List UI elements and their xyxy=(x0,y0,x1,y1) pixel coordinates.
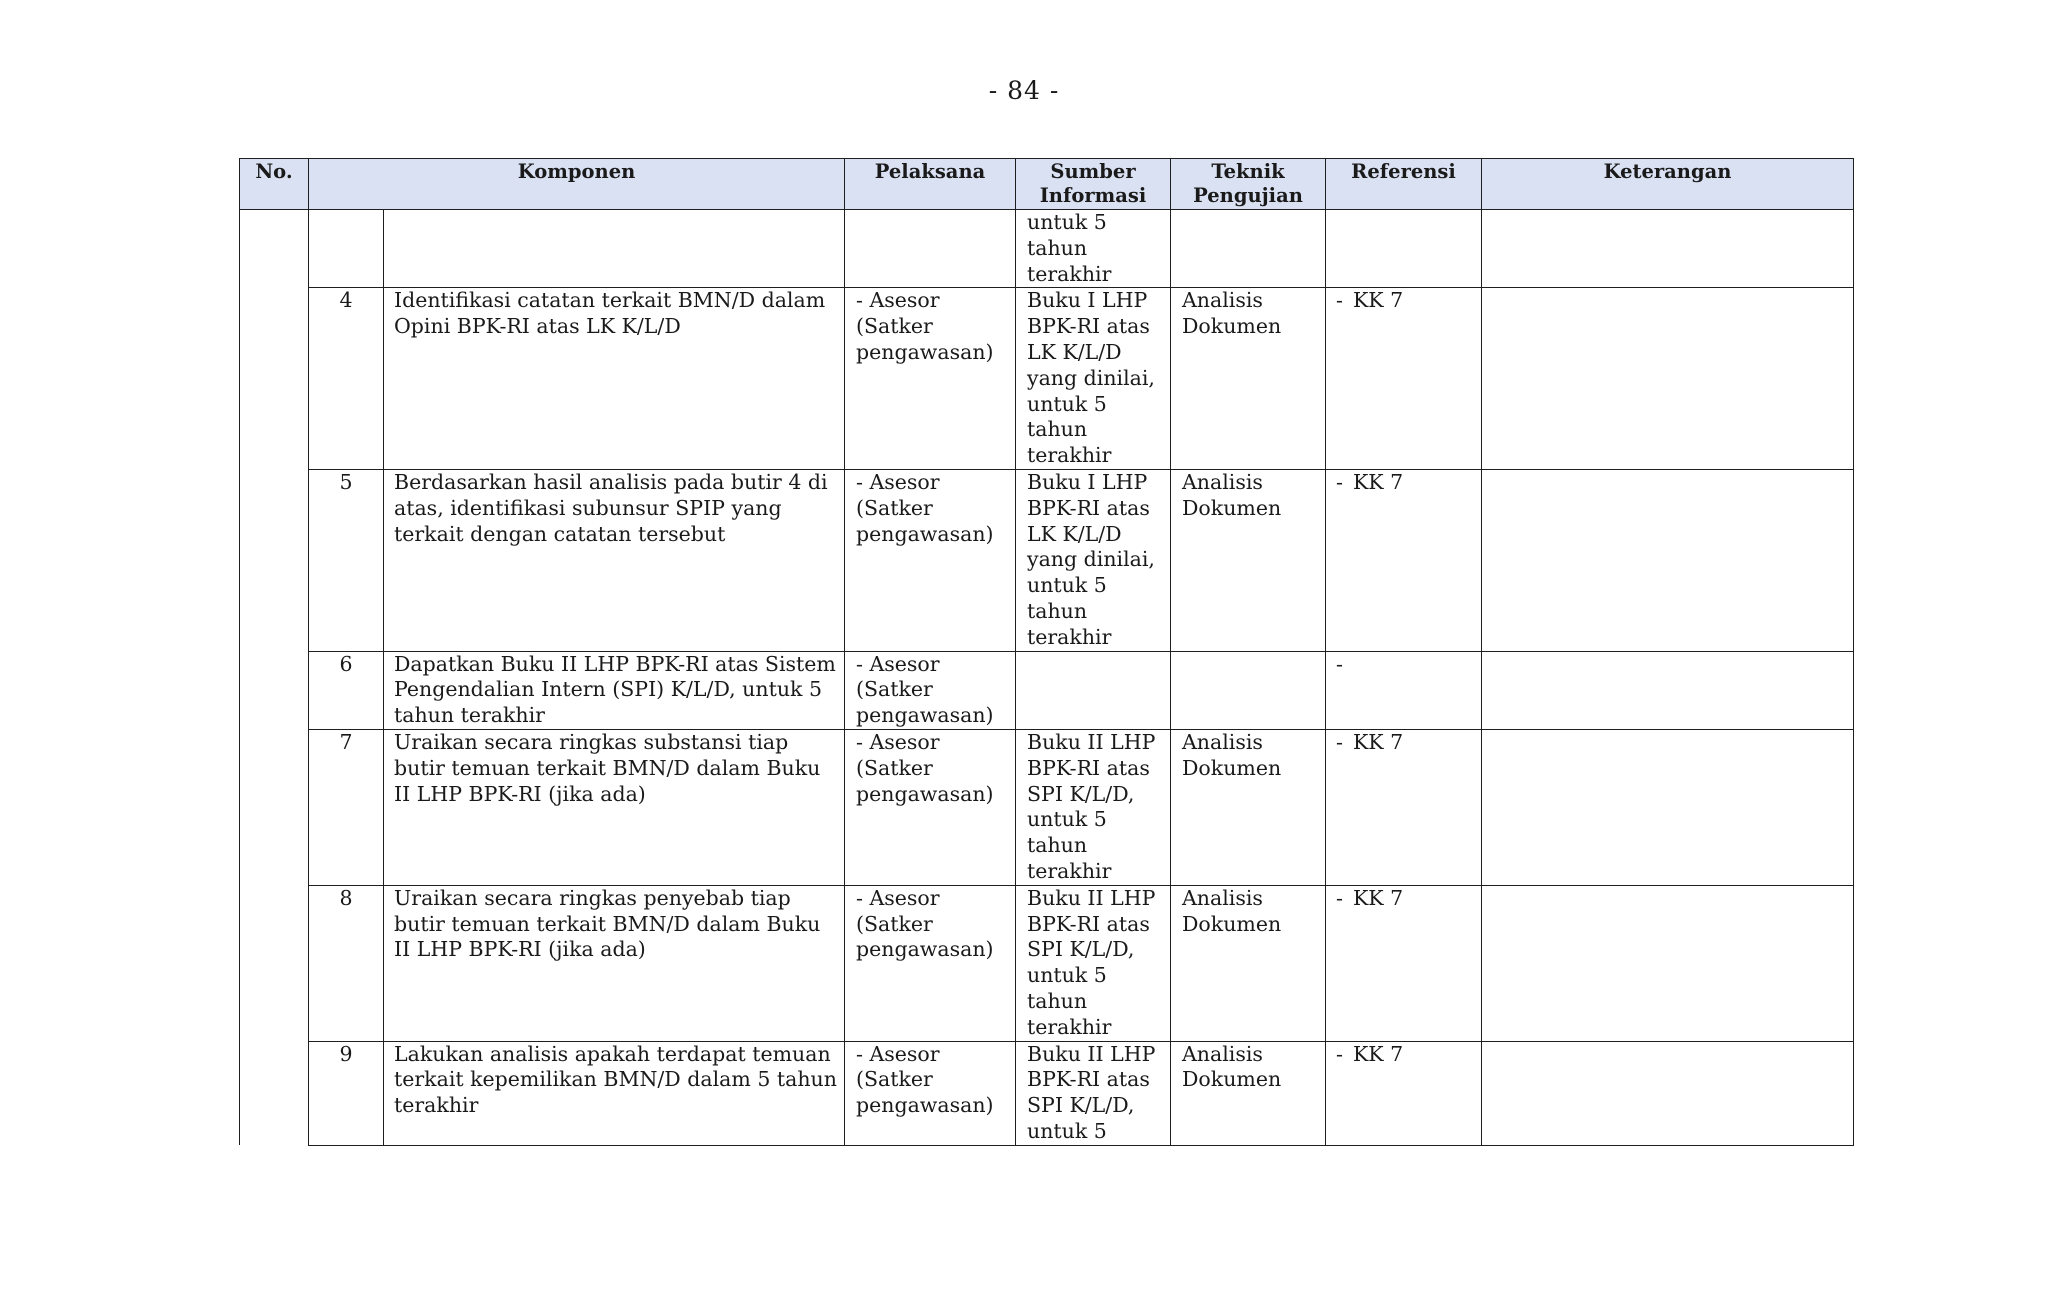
teknik-pengujian-cell xyxy=(1171,288,1326,470)
sumber-informasi-cell-line: yang dinilai, xyxy=(1027,547,1155,572)
referensi-list xyxy=(1336,886,1475,912)
sumber-informasi-cell-line: LK K/L/D xyxy=(1027,339,1122,364)
pelaksana-cell-line: (Satker xyxy=(856,755,933,780)
teknik-pengujian-cell-line: Analisis xyxy=(1182,469,1263,494)
pelaksana-cell-line: (Satker xyxy=(856,495,933,520)
sumber-informasi-cell xyxy=(1016,288,1171,470)
pelaksana-cell xyxy=(845,729,1016,885)
sumber-informasi-cell-line: BPK-RI atas xyxy=(1027,314,1150,339)
komponen-cell: Uraikan secara ringkas substansi tiap butir temuan terkait BMN/D dalam Buku II LHP BPK-RI (jika ada) xyxy=(384,729,845,885)
komponen-cell: Uraikan secara ringkas penyebab tiap butir temuan terkait BMN/D dalam Buku II LHP BPK-RI (jika ada) xyxy=(384,885,845,1041)
referensi-bullet: - xyxy=(1336,651,1343,676)
sub-number-cell: 9 xyxy=(309,1041,384,1145)
referensi-list xyxy=(1336,470,1475,496)
pelaksana-cell-line: pengawasan) xyxy=(856,781,994,806)
sumber-informasi-cell-line: tahun xyxy=(1027,988,1088,1013)
sumber-informasi-cell xyxy=(1016,729,1171,885)
pelaksana-cell-line: pengawasan) xyxy=(856,1093,994,1118)
sumber-informasi-cell-line: BPK-RI atas xyxy=(1027,1067,1150,1092)
header-sumber-informasi: Sumber Informasi xyxy=(1016,159,1171,210)
sub-number-cell: 6 xyxy=(309,651,384,729)
table-row xyxy=(240,729,1854,885)
sumber-informasi-cell xyxy=(1016,651,1171,729)
header-referensi: Referensi xyxy=(1326,159,1482,210)
sub-number-cell: 8 xyxy=(309,885,384,1041)
komponen-cell: Lakukan analisis apakah terdapat temuan terkait kepemilikan BMN/D dalam 5 tahun terakhir xyxy=(384,1041,845,1145)
header-teknik-pengujian: Teknik Pengujian xyxy=(1171,159,1326,210)
sumber-informasi-cell-line: Buku II LHP xyxy=(1027,1041,1156,1066)
referensi-bullet: - xyxy=(1336,1041,1343,1066)
pelaksana-cell-line: pengawasan) xyxy=(856,937,994,962)
sumber-informasi-cell-line: tahun xyxy=(1027,598,1088,623)
sumber-informasi-cell xyxy=(1016,1041,1171,1145)
header-no: No. xyxy=(240,159,309,210)
header-komponen: Komponen xyxy=(309,159,845,210)
referensi-bullet: - xyxy=(1336,729,1343,754)
sumber-informasi-cell-line: BPK-RI atas xyxy=(1027,911,1150,936)
pelaksana-cell-line: pengawasan) xyxy=(856,703,994,728)
referensi-list xyxy=(1336,730,1475,756)
no-cell xyxy=(240,210,309,1146)
table-row xyxy=(240,210,1854,288)
referensi-value: KK 7 xyxy=(1352,885,1404,910)
pelaksana-cell-line: pengawasan) xyxy=(856,521,994,546)
pelaksana-cell-line: - Asesor xyxy=(856,288,940,313)
pelaksana-cell-line: - Asesor xyxy=(856,651,940,676)
referensi-list xyxy=(1336,652,1475,678)
teknik-pengujian-cell-line: Analisis xyxy=(1182,288,1263,313)
sumber-informasi-cell xyxy=(1016,469,1171,651)
sumber-informasi-cell xyxy=(1016,210,1171,288)
referensi-cell xyxy=(1326,651,1482,729)
pelaksana-cell xyxy=(845,469,1016,651)
teknik-pengujian-cell-line: Dokumen xyxy=(1182,314,1282,339)
sumber-informasi-cell-line: terakhir xyxy=(1027,1014,1112,1039)
referensi-list xyxy=(1336,288,1475,314)
referensi-value: KK 7 xyxy=(1352,288,1404,313)
sumber-informasi-cell-line: LK K/L/D xyxy=(1027,521,1122,546)
keterangan-cell xyxy=(1482,469,1854,651)
komponen-cell: Berdasarkan hasil analisis pada butir 4 di atas, identifikasi subunsur SPIP yang terkait dengan catatan tersebut xyxy=(384,469,845,651)
sub-number-cell: 5 xyxy=(309,469,384,651)
referensi-cell xyxy=(1326,469,1482,651)
teknik-pengujian-cell xyxy=(1171,210,1326,288)
table-row xyxy=(240,469,1854,651)
sumber-informasi-cell-line: Buku II LHP xyxy=(1027,729,1156,754)
pelaksana-cell-line: (Satker xyxy=(856,1067,933,1092)
sub-number-cell: 7 xyxy=(309,729,384,885)
header-keterangan: Keterangan xyxy=(1482,159,1854,210)
teknik-pengujian-cell-line: Analisis xyxy=(1182,885,1263,910)
sumber-informasi-cell-line: Buku II LHP xyxy=(1027,885,1156,910)
sumber-informasi-cell-line: terakhir xyxy=(1027,443,1112,468)
teknik-pengujian-cell-line: Dokumen xyxy=(1182,911,1282,936)
pelaksana-cell-line: - Asesor xyxy=(856,885,940,910)
pelaksana-cell-line: (Satker xyxy=(856,677,933,702)
pelaksana-cell xyxy=(845,1041,1016,1145)
teknik-pengujian-cell-line: Dokumen xyxy=(1182,495,1282,520)
page-number: - 84 - xyxy=(988,76,1060,105)
referensi-value: KK 7 xyxy=(1352,1041,1404,1066)
referensi-cell xyxy=(1326,729,1482,885)
sumber-informasi-cell-line: terakhir xyxy=(1027,261,1112,286)
referensi-cell xyxy=(1326,210,1482,288)
sumber-informasi-cell-line: BPK-RI atas xyxy=(1027,755,1150,780)
sumber-informasi-cell-line: terakhir xyxy=(1027,858,1112,883)
komponen-cell: Identifikasi catatan terkait BMN/D dalam Opini BPK-RI atas LK K/L/D xyxy=(384,288,845,470)
referensi-list xyxy=(1336,1042,1475,1068)
keterangan-cell xyxy=(1482,729,1854,885)
teknik-pengujian-cell xyxy=(1171,729,1326,885)
referensi-bullet: - xyxy=(1336,469,1343,494)
sumber-informasi-cell xyxy=(1016,885,1171,1041)
teknik-pengujian-cell-line: Dokumen xyxy=(1182,1067,1282,1092)
teknik-pengujian-cell-line: Dokumen xyxy=(1182,755,1282,780)
referensi-cell xyxy=(1326,288,1482,470)
pelaksana-cell-line: pengawasan) xyxy=(856,339,994,364)
sumber-informasi-cell-line: SPI K/L/D, xyxy=(1027,937,1135,962)
pelaksana-cell-line: - Asesor xyxy=(856,469,940,494)
sumber-informasi-cell-line: untuk 5 xyxy=(1027,807,1107,832)
keterangan-cell xyxy=(1482,288,1854,470)
komponen-cell: Dapatkan Buku II LHP BPK-RI atas Sistem Pengendalian Intern (SPI) K/L/D, untuk 5 tahun terakhir xyxy=(384,651,845,729)
sumber-informasi-cell-line: Buku I LHP xyxy=(1027,469,1148,494)
referensi-value: KK 7 xyxy=(1352,729,1404,754)
komponen-cell xyxy=(384,210,845,288)
table-row xyxy=(240,1041,1854,1145)
referensi-value: KK 7 xyxy=(1352,469,1404,494)
teknik-pengujian-cell-line: Analisis xyxy=(1182,729,1263,754)
sumber-informasi-cell-line: untuk 5 xyxy=(1027,573,1107,598)
sumber-informasi-cell-line: untuk 5 xyxy=(1027,1118,1107,1143)
sumber-informasi-cell-line: Buku I LHP xyxy=(1027,288,1148,313)
sumber-informasi-cell-line: tahun xyxy=(1027,417,1088,442)
sumber-informasi-cell-line: BPK-RI atas xyxy=(1027,495,1150,520)
table-row xyxy=(240,651,1854,729)
keterangan-cell xyxy=(1482,651,1854,729)
pelaksana-cell xyxy=(845,651,1016,729)
pelaksana-cell-line: (Satker xyxy=(856,911,933,936)
sumber-informasi-cell-line: tahun xyxy=(1027,833,1088,858)
keterangan-cell xyxy=(1482,210,1854,288)
header-pelaksana: Pelaksana xyxy=(845,159,1016,210)
pelaksana-cell-line: - Asesor xyxy=(856,729,940,754)
teknik-pengujian-cell xyxy=(1171,885,1326,1041)
pelaksana-cell xyxy=(845,210,1016,288)
sumber-informasi-cell-line: SPI K/L/D, xyxy=(1027,781,1135,806)
sumber-informasi-cell-line: untuk 5 xyxy=(1027,963,1107,988)
table-row xyxy=(240,885,1854,1041)
sumber-informasi-cell-line: tahun xyxy=(1027,235,1088,260)
sumber-informasi-cell-line: yang dinilai, xyxy=(1027,365,1155,390)
pelaksana-cell-line: - Asesor xyxy=(856,1041,940,1066)
teknik-pengujian-cell-line: Analisis xyxy=(1182,1041,1263,1066)
pelaksana-cell xyxy=(845,288,1016,470)
referensi-cell xyxy=(1326,885,1482,1041)
sumber-informasi-cell-line: SPI K/L/D, xyxy=(1027,1093,1135,1118)
sumber-informasi-cell-line: untuk 5 xyxy=(1027,210,1107,234)
table-header-row xyxy=(240,159,1854,210)
teknik-pengujian-cell xyxy=(1171,1041,1326,1145)
pelaksana-cell-line: (Satker xyxy=(856,314,933,339)
pelaksana-cell xyxy=(845,885,1016,1041)
sub-number-cell xyxy=(309,210,384,288)
referensi-bullet: - xyxy=(1336,885,1343,910)
teknik-pengujian-cell xyxy=(1171,469,1326,651)
table-row xyxy=(240,288,1854,470)
assessment-table xyxy=(239,158,1854,1146)
table-body xyxy=(240,210,1854,1146)
keterangan-cell xyxy=(1482,885,1854,1041)
keterangan-cell xyxy=(1482,1041,1854,1145)
sumber-informasi-cell-line: untuk 5 xyxy=(1027,391,1107,416)
teknik-pengujian-cell xyxy=(1171,651,1326,729)
referensi-cell xyxy=(1326,1041,1482,1145)
sub-number-cell: 4 xyxy=(309,288,384,470)
referensi-bullet: - xyxy=(1336,288,1343,313)
sumber-informasi-cell-line: terakhir xyxy=(1027,624,1112,649)
